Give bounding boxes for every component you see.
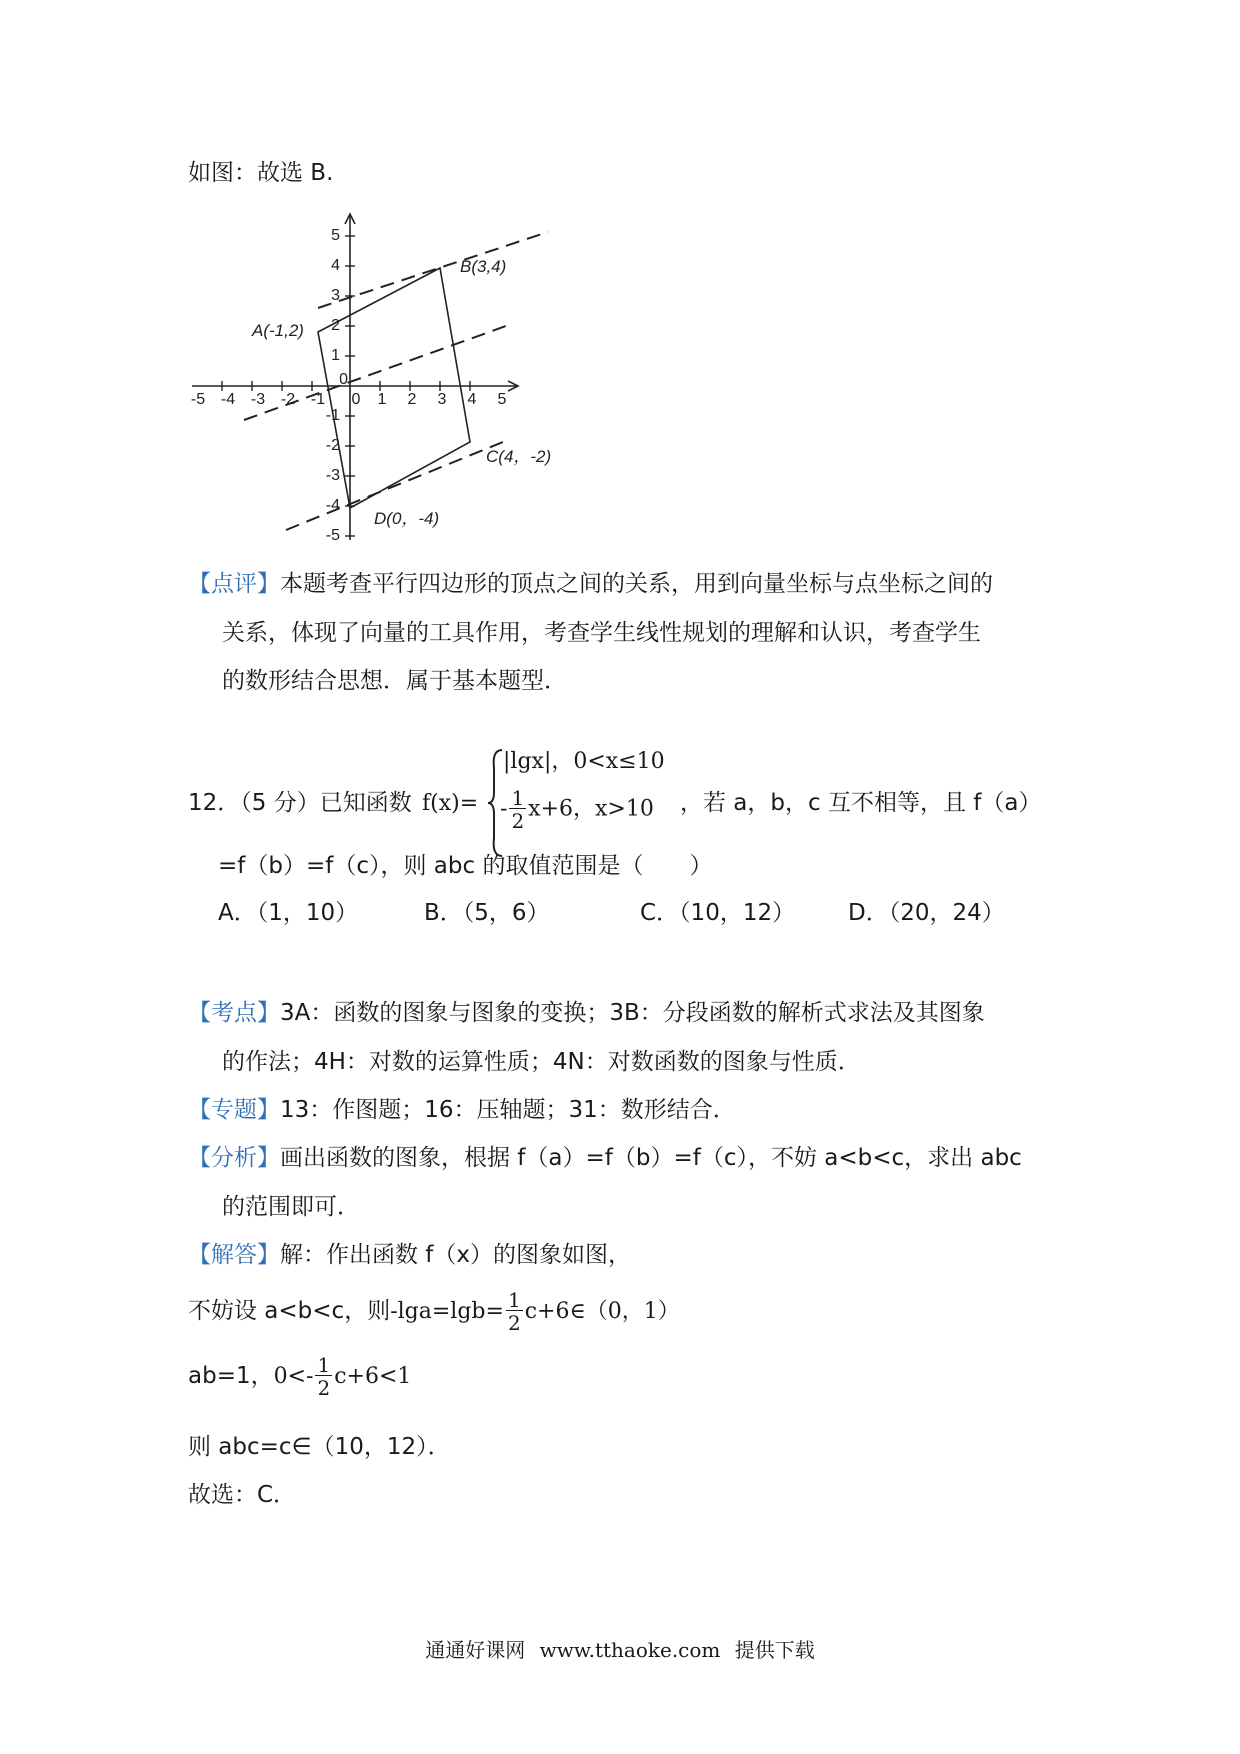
- option-c: C．（10，12）: [640, 900, 796, 926]
- fenxi-tag: 【分析】: [188, 1145, 280, 1171]
- option-d: D．（20，24）: [848, 900, 1005, 926]
- point-label-a: A(-1,2): [252, 321, 304, 340]
- case2-rest: x+6，x>10: [528, 796, 654, 822]
- page-footer: [0, 1634, 1240, 1663]
- jieda-line-2-fraction: [506, 1290, 523, 1333]
- jieda-line-3-numerator: 1: [317, 1353, 331, 1377]
- x-tick-label: 5: [497, 391, 507, 408]
- y-tick-label: 1: [331, 347, 340, 364]
- x-tick-label: -4: [220, 391, 236, 408]
- fenxi-line-1: [188, 1143, 1022, 1173]
- jieda-line-2-denominator: 2: [507, 1311, 521, 1335]
- kaodian-text-1: 3A：函数的图象与图象的变换；3B：分段函数的解析式求法及其图象: [280, 1000, 985, 1026]
- parallelogram-abcd: [318, 268, 470, 508]
- answer-line: 如图：故选 B.: [188, 160, 334, 186]
- jieda-tag: 【解答】: [188, 1242, 280, 1268]
- case2-numerator: 1: [511, 786, 525, 810]
- jieda-line-4: 则 abc=c∈（10，12）．: [188, 1434, 451, 1460]
- y-tick-label: -2: [325, 437, 340, 454]
- jieda-line-2-rest: c+6∈（0，1）: [524, 1299, 680, 1324]
- fenxi-line-2: 的范围即可．: [222, 1194, 360, 1220]
- question-12-line-2: =f（b）=f（c），则 abc 的取值范围是（ ）: [218, 853, 713, 879]
- question-12-suffix: ，若 a，b，c 互不相等，且 f（a）: [680, 790, 1042, 816]
- x-tick-label: -3: [250, 391, 266, 408]
- point-label-b: B(3,4): [460, 257, 507, 276]
- jieda-line-3-rest: c+6<1: [334, 1364, 412, 1389]
- point-label-c: C(4，-2): [486, 447, 552, 466]
- x-tick-label: -5: [190, 391, 206, 408]
- case2-fraction: [509, 788, 526, 831]
- kaodian-tag: 【考点】: [188, 1000, 280, 1026]
- fenxi-text-1: 画出函数的图象，根据 f（a）=f（b）=f（c），不妨 a<b<c，求出 abc: [280, 1145, 1022, 1171]
- jieda-text-1: 解：作出函数 f（x）的图象如图，: [280, 1242, 632, 1268]
- zhuanti-line: [188, 1095, 736, 1125]
- x-tick-label: -1: [310, 391, 326, 408]
- question-12-fx: f(x)=: [422, 791, 479, 816]
- footer-note: 提供下载: [734, 1638, 815, 1662]
- option-a: A．（1，10）: [218, 900, 359, 926]
- review-line-1: [188, 569, 993, 599]
- footer-url[interactable]: www.tthaoke.com: [539, 1638, 721, 1662]
- review-line-3: 的数形结合思想．属于基本题型．: [222, 668, 567, 694]
- question-12-prefix: 12．（5 分）已知函数: [188, 790, 412, 816]
- jieda-line-3-fraction: [315, 1355, 332, 1398]
- x-tick-label: 0: [351, 391, 361, 408]
- x-tick-label: 4: [467, 391, 477, 408]
- jieda-line-3-text: ab=1，: [188, 1363, 274, 1389]
- option-b: B．（5，6）: [424, 900, 550, 926]
- jieda-line-2-math: -lga=lgb=: [390, 1299, 504, 1324]
- review-line-2: 关系，体现了向量的工具作用，考查学生线性规划的理解和认识，考查学生: [222, 620, 981, 646]
- x-tick-label: -2: [280, 391, 296, 408]
- x-tick-label: 1: [377, 391, 387, 408]
- x-tick-label: 3: [437, 391, 447, 408]
- point-label-d: D(0，-4): [374, 509, 440, 528]
- jieda-line-2: [188, 1290, 680, 1333]
- y-tick-label: 3: [331, 287, 340, 304]
- zhuanti-tag: 【专题】: [188, 1097, 280, 1123]
- y-tick-label: 5: [331, 227, 340, 244]
- x-tick-label: 2: [407, 391, 417, 408]
- y-tick-label: -4: [325, 497, 340, 514]
- zhuanti-text: 13：作图题；16：压轴题；31：数形结合．: [280, 1097, 736, 1123]
- y-tick-label: -1: [325, 407, 340, 424]
- review-text-1: 本题考查平行四边形的顶点之间的关系，用到向量坐标与点坐标之间的: [280, 571, 993, 597]
- piecewise-case-2: [500, 788, 654, 831]
- review-tag: 【点评】: [188, 571, 280, 597]
- jieda-line-3-denominator: 2: [317, 1376, 331, 1400]
- kaodian-line-2: 的作法；4H：对数的运算性质；4N：对数函数的图象与性质．: [222, 1049, 861, 1075]
- y-tick-label: 2: [331, 317, 340, 334]
- piecewise-case-1: |lgx|，0<x≤10: [503, 749, 665, 774]
- jieda-line-2-numerator: 1: [507, 1288, 521, 1312]
- case2-sign: -: [500, 796, 508, 822]
- jieda-line-1: [188, 1240, 631, 1270]
- y-tick-label: -3: [325, 467, 340, 484]
- y-tick-label: -5: [325, 527, 340, 544]
- y-tick-label: 0: [339, 371, 348, 388]
- y-tick-label: 4: [331, 257, 340, 274]
- case2-denominator: 2: [511, 809, 525, 833]
- jieda-line-5: 故选：C．: [188, 1482, 297, 1508]
- jieda-line-2-text: 不妨设 a<b<c，则: [188, 1298, 391, 1324]
- footer-site: 通通好课网: [425, 1638, 526, 1662]
- jieda-line-3-math: 0<-: [273, 1364, 314, 1389]
- jieda-line-3: [188, 1355, 411, 1398]
- kaodian-line-1: [188, 998, 985, 1028]
